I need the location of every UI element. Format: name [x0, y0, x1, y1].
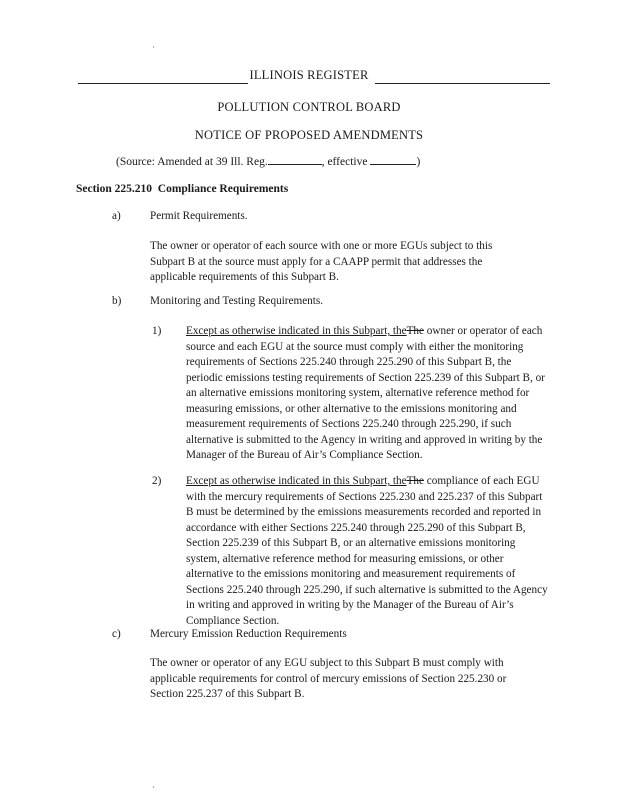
deleted-text-b2: The: [406, 475, 424, 487]
label-b2: 2): [152, 475, 162, 487]
label-a: a): [112, 210, 121, 222]
deleted-text-b1: The: [406, 325, 424, 337]
scan-mark-top: ·: [152, 42, 155, 52]
section-title: Compliance Requirements: [157, 183, 289, 195]
inserted-text-b2: Except as otherwise indicated in this Subpart, the: [186, 475, 407, 487]
register-title: ILLINOIS REGISTER: [249, 68, 369, 82]
source-close: ): [416, 156, 421, 168]
board-title: POLLUTION CONTROL BOARD: [217, 100, 401, 114]
body-text-b1: owner or operator of each source and each EGU at the source must comply with either the monitoring requirements of Sections 225.240 through 225.290 of this Subpart B, the periodic emissions testing requirements of Section 225.239 of this Subpart B, or an alternative emissions monitoring system, alternative reference method for measuring emissions, or other alternative to the emissions monitoring and measurement requirements of Sections 225.240 through 225.290, if such alternative is submitted to the Agency in writing and approved in writing by the Manager of the Bureau of Air’s Compliance Section.: [186, 325, 545, 461]
heading-c: Mercury Emission Reduction Requirements: [150, 628, 347, 640]
heading-a: Permit Requirements.: [150, 210, 248, 222]
scan-mark-bottom: ·: [152, 782, 155, 792]
label-b: b): [112, 295, 122, 307]
section-number: Section 225.210: [76, 183, 153, 195]
label-c: c): [112, 628, 121, 640]
heading-b: Monitoring and Testing Requirements.: [150, 295, 324, 307]
paragraph-b2: [186, 474, 548, 629]
source-effective: , effective: [321, 156, 368, 168]
register-rule-left: [78, 83, 248, 84]
reg-number-blank: [268, 154, 322, 165]
source-line: [116, 154, 420, 171]
inserted-text-b1: Except as otherwise indicated in this Subpart, the: [186, 325, 407, 337]
body-a: The owner or operator of each source with one or more EGUs subject to this Subpart B at the source must apply for a CAAPP permit that addresses the applicable requirements of this Subpart B.: [150, 240, 493, 283]
body-text-b2: compliance of each EGU with the mercury requirements of Sections 225.230 and 225.237 of this Subpart B must be determined by the emissions measurements recorded and reported in accordance with either Sections 225.240 through 225.290 of this Subpart B, Section 225.239 of this Subpart B, or an alternative emissions monitoring system, alternative reference method for measuring emissions, or other alternative to the emissions monitoring and measurement requirements of Sections 225.240 through 225.290, if such alternative is submitted to the Agency in writing and approved in writing by the Manager of the Bureau of Air’s Compliance Section.: [186, 475, 548, 627]
paragraph-b1: [186, 324, 548, 464]
effective-date-blank: [370, 154, 416, 165]
source-prefix: (Source: Amended at 39 Ill. Reg.: [116, 156, 268, 168]
section-heading: [76, 182, 288, 198]
body-c: The owner or operator of any EGU subject to this Subpart B must comply with applicable requirements for control of mercury emissions of Section 225.230 or Section 225.237 of this Subpart B.: [150, 657, 507, 700]
notice-title: NOTICE OF PROPOSED AMENDMENTS: [194, 128, 424, 142]
register-rule-right: [375, 83, 550, 84]
label-b1: 1): [152, 325, 162, 337]
